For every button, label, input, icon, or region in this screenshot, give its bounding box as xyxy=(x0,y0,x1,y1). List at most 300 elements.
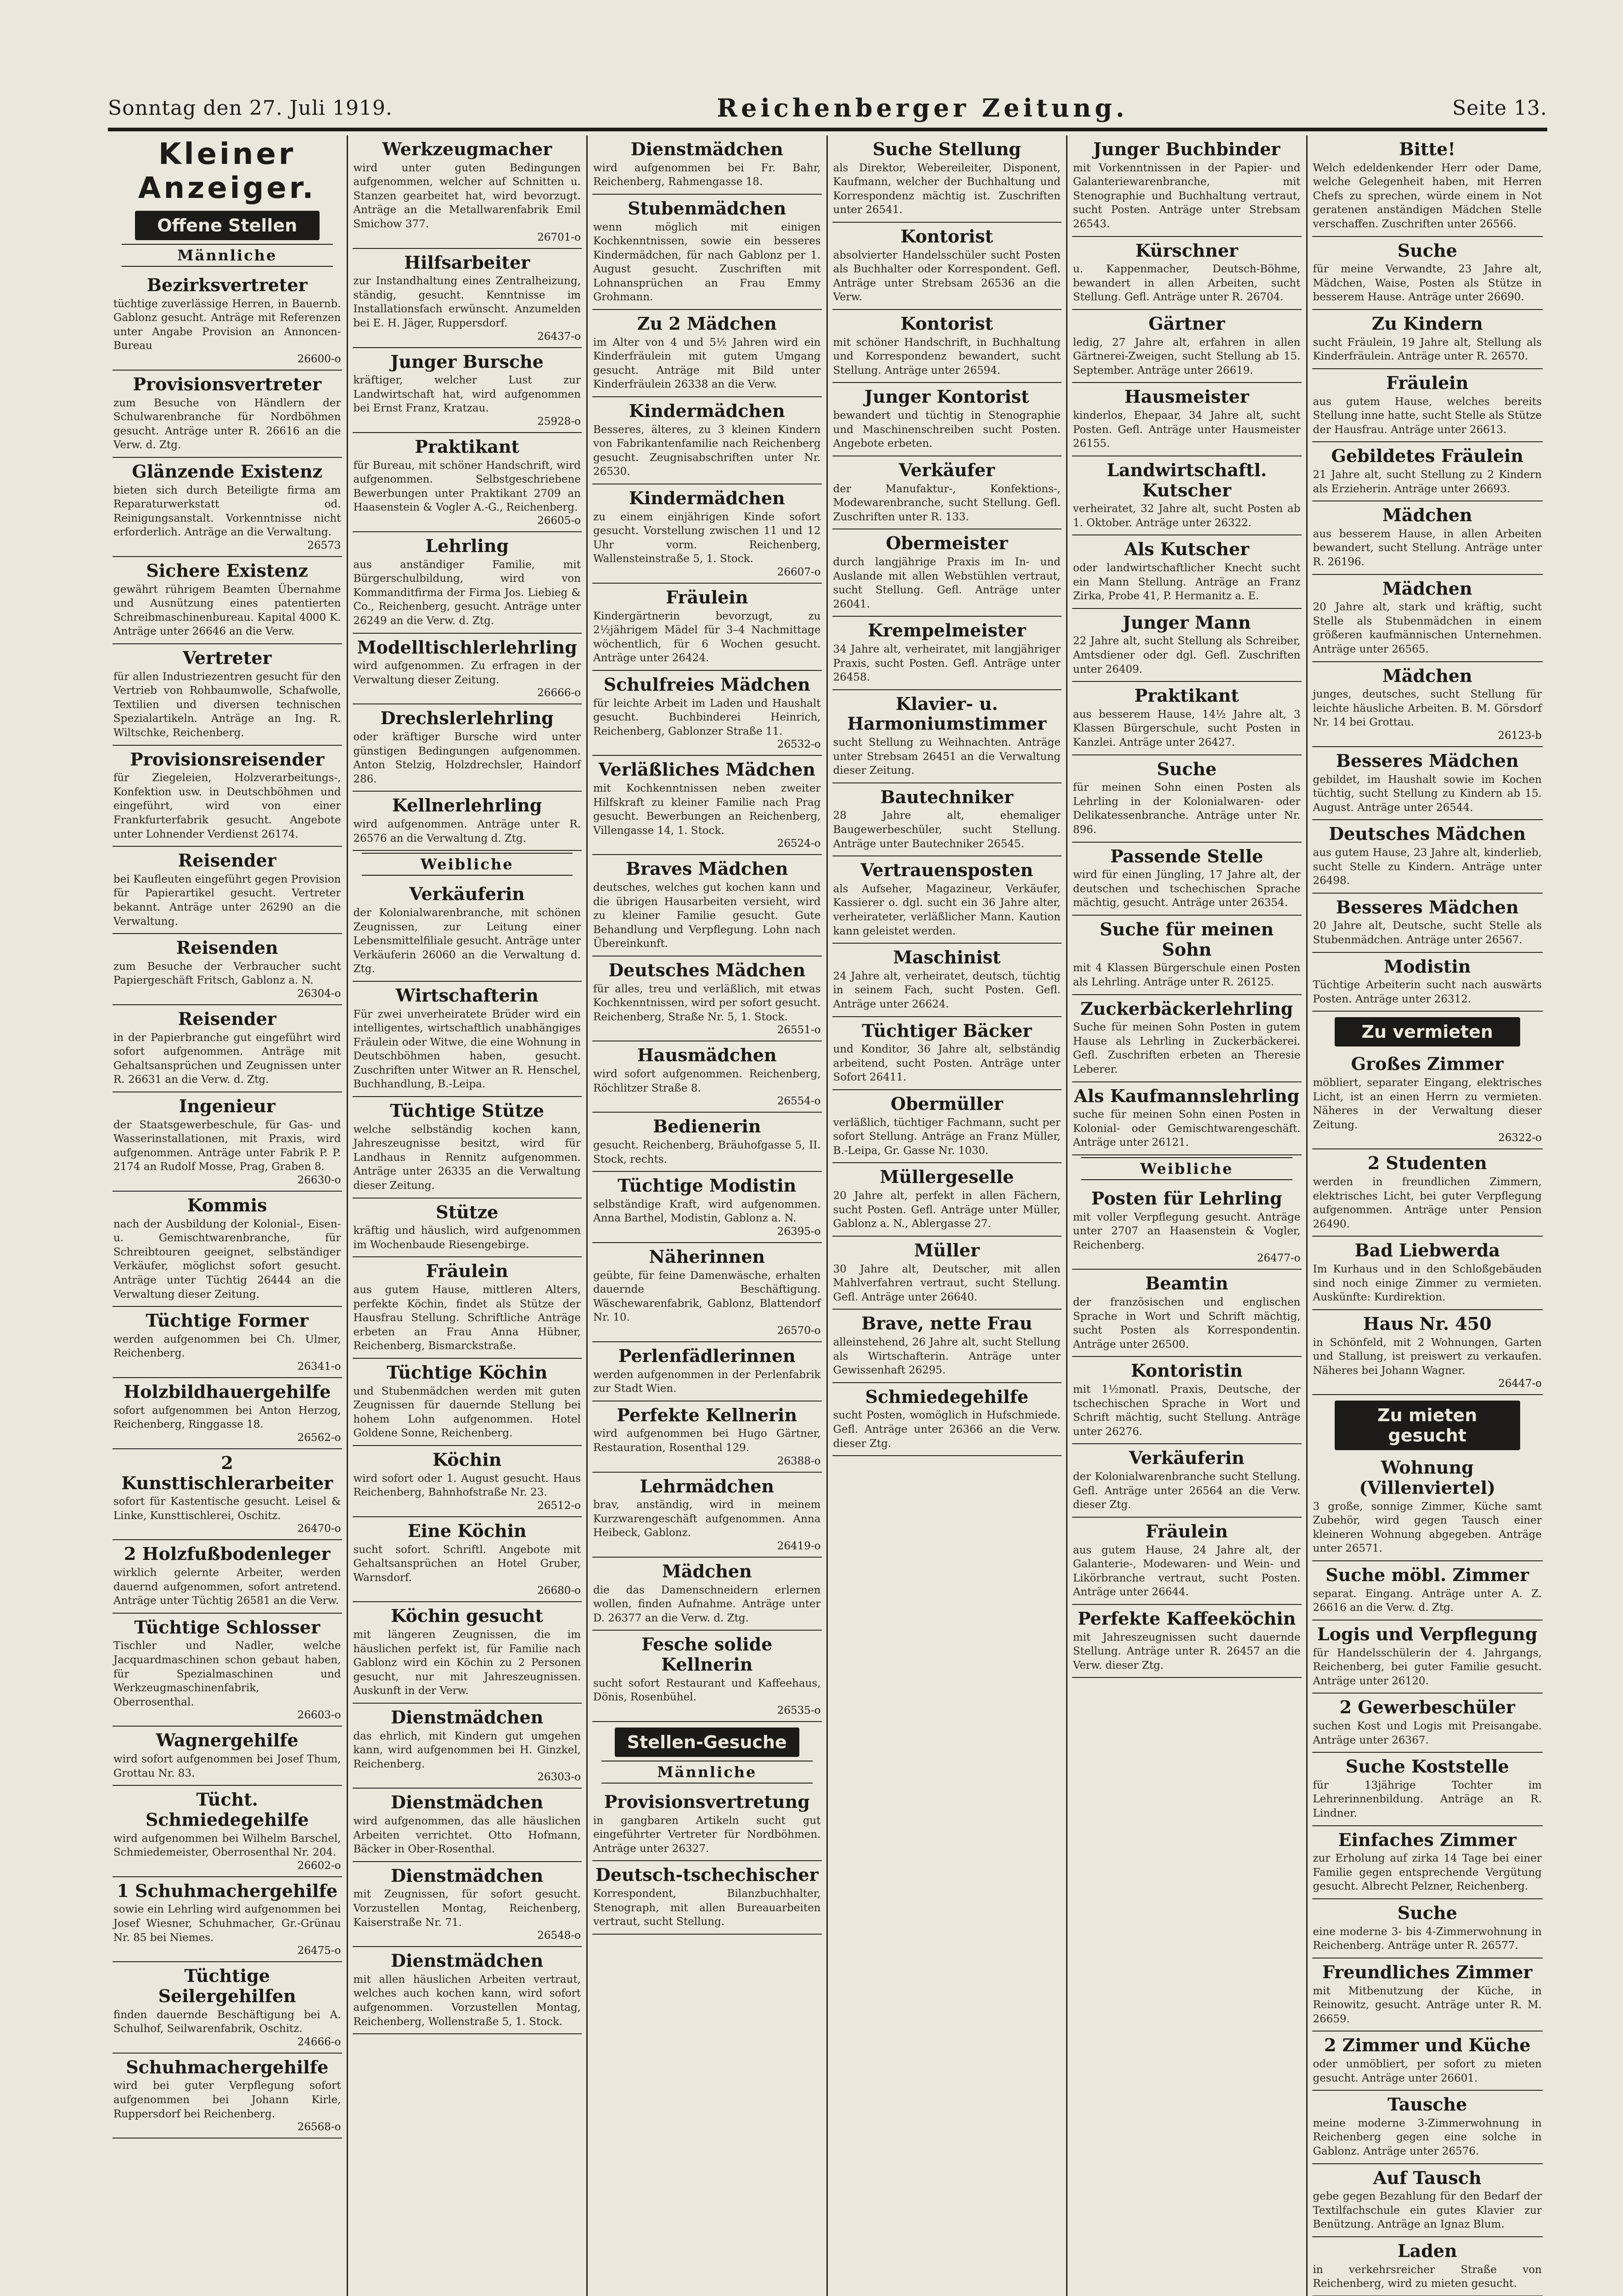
ad-body: mit schöner Handschrift, in Buchhaltung und Korrespondenz bewandert, sucht Stellung. Anträge unter 26594. xyxy=(833,336,1061,377)
ad-heading: Tüchtiger Bäcker xyxy=(862,1020,1032,1041)
classified-ad xyxy=(1312,369,1543,442)
ad-reference-code: 26630-o xyxy=(297,1174,341,1186)
ad-body: als Direktor, Webereileiter, Disponent, Kaufmann, welcher der Buchhaltung und Korrespondenz mächtig ist. Zuschriften unter 26541. xyxy=(833,162,1061,216)
ad-reference-code: 26437-o xyxy=(537,330,581,343)
classified-ad xyxy=(112,1378,342,1449)
classified-ad xyxy=(832,617,1062,690)
ad-body: sucht sofort. Schriftl. Angebote mit Gehaltsansprüchen an Hotel Gruber, Warnsdorf. xyxy=(353,1543,581,1584)
ad-body: im Alter von 4 und 5½ Jahren wird ein Kinderfräulein mit gutem Umgang gesucht. Anträge mit Bild unter Kinderfräulein 26338 an die Verw. xyxy=(593,336,821,391)
ad-heading: Provisionsvertreter xyxy=(133,374,321,394)
ad-body: gebe gegen Bezahlung für den Bedarf der Textilfachschule ein gutes Klavier zur Benützung. Anträge an Ignaz Blum. xyxy=(1313,2190,1542,2231)
ad-heading: Suche xyxy=(1397,240,1457,261)
classified-ad xyxy=(592,1788,822,1861)
ad-heading: Kellnerlehrling xyxy=(392,795,542,816)
ad-heading: Wohnung (Villenviertel) xyxy=(1359,1457,1496,1498)
ad-reference-code: 26532-o xyxy=(777,738,821,751)
ad-heading: Modistin xyxy=(1384,956,1471,977)
ad-body: mit Vorkenntnissen in der Papier- und Galanteriewarenbranche, mit Stenographie und Buchhaltung vertraut, sucht Posten. Anträge unter Strebsam 26543. xyxy=(1073,162,1301,230)
ad-body: finden dauernde Beschäftigung bei A. Schulhof, Seilwarenfabrik, Oschitz. xyxy=(113,2009,341,2035)
ad-body: verläßlich, tüchtiger Fachmann, sucht per sofort Stellung. Anträge an Franz Müller, B.-Leipa, Gr. Gasse Nr. 1030. xyxy=(833,1116,1061,1157)
ad-heading: Tüchtige Former xyxy=(146,1310,309,1331)
classified-ad xyxy=(353,433,582,532)
ad-heading: Verkäuferin xyxy=(409,884,525,905)
classified-ad xyxy=(592,310,822,397)
classified-ad xyxy=(1312,442,1543,501)
header-date: Sonntag den 27. Juli 1919. xyxy=(108,96,393,120)
ad-reference-code: 26603-o xyxy=(297,1709,341,1722)
ad-body: oder landwirtschaftlicher Knecht sucht ein Mann Stellung. Anträge an Franz Zirka, Probe 41, P. Hermanitz a. E. xyxy=(1073,562,1301,602)
ad-heading: Drechslerlehrling xyxy=(380,708,554,729)
ad-heading: Perfekte Kellnerin xyxy=(617,1404,797,1425)
classified-ad xyxy=(832,1383,1062,1456)
classified-ad xyxy=(832,1163,1062,1236)
ad-reference-code: 26304-o xyxy=(297,988,341,1000)
ad-body: Welch edeldenkender Herr oder Dame, welche Gelegenheit haben, mit Herren Chefs zu sprechen, würde einem in Not geratenen anständigen Mädchen Stelle verschaffen. Zuschriften unter 26566. xyxy=(1313,162,1542,230)
ad-heading: Zuckerbäckerlehrling xyxy=(1080,998,1293,1019)
ad-list xyxy=(1312,135,1543,1012)
ad-heading: Suche für meinen Sohn xyxy=(1100,919,1274,960)
classified-ad xyxy=(1312,953,1543,1012)
column-2 xyxy=(348,135,588,2296)
classified-ad xyxy=(592,855,822,957)
classified-ad xyxy=(1312,1826,1543,1899)
classified-ad xyxy=(112,1962,342,2054)
ad-heading: Sichere Existenz xyxy=(146,560,309,581)
ad-body: junges, deutsches, sucht Stellung für leichte häusliche Arbeiten. B. M. Görsdorf Nr. 14 bei Grottau. xyxy=(1313,688,1542,729)
ad-body: Korrespondent, Bilanzbuchhalter, Stenograph, mit allen Bureauarbeiten vertraut, sucht Stellung. xyxy=(593,1888,821,1928)
maennliche-label: Männliche xyxy=(601,1761,813,1784)
classified-ad xyxy=(112,934,342,1005)
classified-ad xyxy=(1072,1605,1302,1678)
ad-reference-code: 26388-o xyxy=(777,1455,821,1467)
ad-body: sucht Stellung zu Weihnachten. Anträge unter Strebsam 26451 an die Verwaltung dieser Zeitung. xyxy=(833,737,1061,777)
ad-list xyxy=(1312,1454,1543,2296)
ad-heading: Müllergeselle xyxy=(880,1166,1014,1187)
ad-body: oder kräftiger Bursche wird unter günstigen Bedingungen aufgenommen. Anton Stelzig, Holzdrechsler, Haindorf 286. xyxy=(353,731,581,785)
header-rule xyxy=(108,128,1547,131)
classified-ad xyxy=(353,1789,582,1862)
ad-reference-code: 25928-o xyxy=(537,416,581,428)
ad-reference-code: 26562-o xyxy=(297,1431,341,1444)
ad-heading: 2 Kunsttischlerarbeiter xyxy=(121,1452,333,1493)
ad-body: eine moderne 3- bis 4-Zimmerwohnung in Reichenberg. Anträge unter R. 26577. xyxy=(1313,1925,1542,1952)
ad-heading: Bezirksvertreter xyxy=(146,275,308,295)
ad-body: in Schönfeld, mit 2 Wohnungen, Garten und Stallung, ist preiswert zu verkaufen. Näheres bei Johann Wagner. xyxy=(1313,1336,1542,1377)
ad-heading: Hausmeister xyxy=(1124,386,1249,407)
classified-ad xyxy=(832,135,1062,223)
classified-ad xyxy=(112,746,342,847)
classified-ad xyxy=(1312,135,1543,237)
ad-heading: Mädchen xyxy=(1382,505,1472,526)
ad-heading: Praktikant xyxy=(415,436,520,457)
ad-body: Tüchtige Arbeiterin sucht nach auswärts Posten. Anträge unter 26312. xyxy=(1313,979,1542,1005)
ad-heading: Tüchtige Köchin xyxy=(387,1362,548,1383)
ad-heading: Bautechniker xyxy=(880,786,1013,807)
ad-list xyxy=(1312,1050,1543,1395)
maennliche-label: Männliche xyxy=(122,244,333,267)
ad-reference-code: 26607-o xyxy=(777,566,821,578)
ad-reference-code: 26447-o xyxy=(1498,1378,1542,1390)
ad-body: ledig, 27 Jahre alt, erfahren in allen Gärtnerei-Zweigen, sucht Stellung ab 15. September. Anträge unter 26619. xyxy=(1073,336,1301,377)
ad-reference-code: 26554-o xyxy=(777,1095,821,1108)
ad-heading: Lehrmädchen xyxy=(640,1475,774,1497)
ad-body: wird sofort oder 1. August gesucht. Haus Reichenberg, Bahnhofstraße Nr. 23. xyxy=(353,1472,581,1499)
classified-ad xyxy=(832,1310,1062,1383)
classified-ad xyxy=(112,1786,342,1877)
classified-ad xyxy=(1312,747,1543,820)
ad-heading: Zu Kindern xyxy=(1371,313,1483,334)
ad-body: Suche für meinen Sohn Posten in gutem Hause als Lehrling in Zuckerbäckerei. Gefl. Zuschriften erbeten an Theresie Leberer. xyxy=(1073,1021,1301,1076)
ad-heading: Vertreter xyxy=(182,647,272,668)
ad-heading: Junger Mann xyxy=(1123,612,1251,633)
ad-body: durch langjährige Praxis im In- und Auslande mit allen Webstühlen vertraut, sucht Stellung. Gefl. Anträge unter 26041. xyxy=(833,556,1061,610)
zu-vermieten-box: Zu vermieten xyxy=(1335,1017,1520,1047)
ad-body: als Aufseher, Magazineur, Verkäufer, Kassierer o. dgl. sucht ein 36 Jahre alter, verheirateter, verläßlicher Mann. Kaution kann geleistet werden. xyxy=(833,883,1061,937)
ad-body: sowie ein Lehrling wird aufgenommen bei Josef Wiesner, Schuhmacher, Gr.-Grünau Nr. 85 bei Niemes. xyxy=(113,1903,341,1944)
classified-ad xyxy=(592,1401,822,1473)
ad-body: 22 Jahre alt, sucht Stellung als Schreiber, Amtsdiener oder dgl. Gefl. Zuschriften unter 26409. xyxy=(1073,635,1301,675)
ad-body: deutsches, welches gut kochen kann und die übrigen Hausarbeiten versieht, wird zu kleiner Familie gesucht. Gute Behandlung und Verpflegung. Lohn nach Übereinkunft. xyxy=(593,882,821,950)
ad-heading: Reisender xyxy=(178,1008,276,1029)
ad-heading: Einfaches Zimmer xyxy=(1338,1829,1516,1850)
classified-ad xyxy=(1312,1694,1543,1753)
ad-reference-code: 26535-o xyxy=(777,1705,821,1717)
ad-body: wird unter guten Bedingungen aufgenommen, welcher auf Schnitten u. Stanzen gearbeitet hat, wird bevorzugt. Anträge an die Metallwarenfabrik Emil Smichow 377. xyxy=(353,162,581,230)
ad-heading: Kindermädchen xyxy=(629,400,785,421)
ad-reference-code: 26512-o xyxy=(537,1499,581,1512)
classified-ad xyxy=(353,532,582,634)
ad-body: aus gutem Hause, 24 Jahre alt, der Galanterie-, Modewaren- und Wein- und Likörbranche vertraut, sucht Posten. Anträge unter 26644. xyxy=(1073,1544,1301,1598)
ad-body: mit längeren Zeugnissen, die im häuslichen perfekt ist, für Familie nach Gablonz wird ein Köchin zu 2 Personen gesucht, nur mit Jahreszeugnissen. Auskunft in der Verw. xyxy=(353,1628,581,1697)
ad-reference-code: 26341-o xyxy=(297,1361,341,1373)
ad-body: 24 Jahre alt, verheiratet, deutsch, tüchtig in seinem Fach, sucht Posten. Gefl. Anträge unter 26624. xyxy=(833,970,1061,1011)
ad-heading: Schmiedegehilfe xyxy=(865,1386,1029,1407)
classified-ad xyxy=(1312,662,1543,747)
classified-ad xyxy=(1072,1518,1302,1605)
ad-body: 21 Jahre alt, sucht Stellung zu 2 Kindern als Erzieherin. Anträge unter 26693. xyxy=(1313,468,1542,495)
ad-heading: Mädchen xyxy=(1382,578,1472,599)
ad-body: für Handelsschülerin der 4. Jahrgangs, Reichenberg, bei guter Familie gesucht. Anträge unter 26120. xyxy=(1313,1647,1542,1687)
classified-ad xyxy=(832,1090,1062,1163)
zu-mieten-gesucht-box: Zu mieten gesucht xyxy=(1335,1401,1520,1450)
classified-ad xyxy=(1072,535,1302,608)
ad-body: in der Papierbranche gut eingeführt wird sofort aufgenommen. Anträge mit Gehaltsansprüchen und Zeugnissen unter R. 26631 an die Verw. d. Ztg. xyxy=(113,1031,341,1086)
classified-ad xyxy=(353,704,582,792)
ad-body: der Staatsgewerbeschule, für Gas- und Wasserinstallationen, mit Praxis, wird aufgenommen. Anträge unter Fabrik P. P. 2174 an Rudolf Mosse, Prag, Graben 8. xyxy=(113,1119,341,1173)
ad-body: separat. Eingang. Anträge unter A. Z. 26616 an die Verw. d. Ztg. xyxy=(1313,1587,1542,1614)
ad-body: bei Kaufleuten eingeführt gegen Provision für Papierartikel gesucht. Vertreter bekannt. Anträge unter 26290 an die Verwaltung. xyxy=(113,873,341,928)
ad-heading: Obermeister xyxy=(886,533,1008,554)
classified-ad xyxy=(112,1540,342,1613)
classified-ad xyxy=(832,944,1062,1017)
ad-body: möbliert, separater Eingang, elektrisches Licht, ist an einen Herrn zu vermieten. Näheres in der Verwaltung dieser Zeitung. xyxy=(1313,1077,1542,1131)
ad-body: bieten sich durch Beteiligte firma am Reparaturwerkstatt od. Reinigungsanstalt. Vorkenntnisse nicht erforderlich. Anträge an die Verwaltung. xyxy=(113,484,341,539)
classified-ad xyxy=(353,1947,582,2034)
ad-heading: Gärtner xyxy=(1148,313,1225,334)
ad-heading: Kürschner xyxy=(1135,240,1238,261)
ad-heading: Tücht. Schmiedegehilfe xyxy=(145,1789,309,1830)
ad-body: wenn möglich mit einigen Kochkenntnissen, sowie ein besseres Kindermädchen, für nach Gablonz per 1. August gesucht. Zuschriften mit Lohnansprüchen an Frau Emmy Grohmann. xyxy=(593,221,821,304)
classified-ad xyxy=(592,484,822,584)
ad-body: kräftig und häuslich, wird aufgenommen im Wochenbaude Riesengebirge. xyxy=(353,1225,581,1251)
ad-heading: Bedienerin xyxy=(653,1116,761,1137)
ad-heading: Reisender xyxy=(178,850,276,871)
ad-body: gebildet, im Haushalt sowie im Kochen tüchtig, sucht Stellung zu Kindern ab 15. August. Anträge unter 26544. xyxy=(1313,773,1542,814)
classified-ad xyxy=(1312,2237,1543,2296)
ad-reference-code: 26701-o xyxy=(537,231,581,243)
ad-heading: Hausmädchen xyxy=(637,1045,777,1066)
ad-body: für 13jährige Tochter im Lehrerinnenbildung. Anträge an R. Lindner. xyxy=(1313,1779,1542,1819)
ad-heading: 2 Holzfußbodenleger xyxy=(124,1543,331,1564)
ad-heading: Fräulein xyxy=(666,587,748,608)
ad-heading: Provisionsreisender xyxy=(130,748,325,770)
ad-heading: Großes Zimmer xyxy=(1351,1053,1504,1075)
ad-body: zur Instandhaltung eines Zentralheizung, ständig, gesucht. Kenntnisse im Installationsfach erwünscht. Anzumelden bei E. H. Jäger, Ruppersdorf. xyxy=(353,275,581,329)
classified-ad xyxy=(1312,1050,1543,1149)
classified-ad xyxy=(1312,2091,1543,2164)
ad-reference-code: 26680-o xyxy=(537,1585,581,1597)
weibliche-label: Weibliche xyxy=(1081,1157,1292,1180)
ad-body: Kindergärtnerin bevorzugt, zu 2½jährigem Mädel für 3–4 Nachmittage wöchentlich, für 6 Wochen gesucht. Anträge unter 26424. xyxy=(593,610,821,664)
ad-body: Tischler und Nadler, welche Jacquardmaschinen schon gebaut haben, für Spezialmaschinen und Werkzeugmaschinenfabrik, Oberrosenthal. xyxy=(113,1640,341,1708)
ad-heading: Kindermädchen xyxy=(629,488,785,508)
classified-ad xyxy=(832,1017,1062,1090)
classified-ad xyxy=(592,135,822,195)
ad-heading: Brave, nette Frau xyxy=(861,1313,1033,1334)
classified-ad xyxy=(1072,916,1302,995)
classified-ad xyxy=(1072,383,1302,456)
ad-list xyxy=(592,1788,822,1935)
ad-heading: Suche Stellung xyxy=(872,139,1021,159)
offene-stellen-box: Offene Stellen xyxy=(135,211,320,240)
ad-heading: Wagnergehilfe xyxy=(156,1730,298,1751)
classified-ad xyxy=(1072,1185,1302,1270)
classified-ad xyxy=(1072,310,1302,383)
ad-body: tüchtige zuverlässige Herren, in Bauernb. Gablonz gesucht. Anträge mit Referenzen unter Angabe Provision an Annoncen-Bureau xyxy=(113,298,341,352)
ad-heading: Kontorist xyxy=(900,226,993,247)
classified-ad xyxy=(832,310,1062,383)
header-paper-title: Reichenberger Zeitung. xyxy=(717,93,1128,123)
ad-heading: Vertrauensposten xyxy=(860,860,1033,881)
ad-body: gewährt rührigem Beamten Übernahme und Ausnützung eines patentierten Schreibmaschinenbureau. Kapital 4000 K. Anträge unter 26646 an die Verw. xyxy=(113,583,341,638)
ad-reference-code: 26600-o xyxy=(297,353,341,365)
classified-ad xyxy=(592,1342,822,1401)
classified-ad xyxy=(1072,1270,1302,1357)
ad-heading: Mädchen xyxy=(1382,665,1472,686)
ad-heading: Suche möbl. Zimmer xyxy=(1325,1564,1529,1586)
ad-heading: Bad Liebwerda xyxy=(1354,1240,1500,1261)
classified-ad xyxy=(592,1631,822,1722)
ad-list xyxy=(1072,135,1302,1155)
ad-heading: Freundliches Zimmer xyxy=(1322,1961,1533,1982)
column-1 xyxy=(108,135,348,2296)
classified-ad xyxy=(353,1517,582,1602)
ad-heading: Besseres Mädchen xyxy=(1336,896,1519,917)
classified-ad xyxy=(592,584,822,671)
ad-reference-code: 26419-o xyxy=(777,1540,821,1553)
classified-ad xyxy=(1312,237,1543,310)
classified-ad xyxy=(353,348,582,433)
stellen-gesuche-box: Stellen-Gesuche xyxy=(615,1728,799,1757)
ad-body: oder unmöbliert, per sofort zu mieten gesucht. Anträge unter 26601. xyxy=(1313,2058,1542,2084)
ad-heading: Mädchen xyxy=(662,1561,752,1582)
classified-ad xyxy=(592,1473,822,1558)
classified-ad xyxy=(1312,1454,1543,1561)
ad-body: werden aufgenommen bei Ch. Ulmer, Reichenberg. xyxy=(113,1333,341,1360)
classified-ad xyxy=(592,1861,822,1934)
ad-columns xyxy=(108,135,1547,2290)
ad-reference-code: 24666-o xyxy=(297,2036,341,2048)
ad-heading: Praktikant xyxy=(1134,685,1239,706)
ad-body: in gangbaren Artikeln sucht gut eingeführter Vertreter für Nordböhmen. Anträge unter 26327. xyxy=(593,1814,821,1855)
classified-ad xyxy=(112,1307,342,1378)
ad-reference-code: 26605-o xyxy=(537,515,581,527)
classified-ad xyxy=(832,690,1062,783)
classified-ad xyxy=(112,1092,342,1192)
classified-ad xyxy=(1072,609,1302,682)
ad-reference-code: 26573 xyxy=(307,540,341,551)
ad-body: für alles, treu und verläßlich, mit etwas Kochkenntnissen, wird per sofort gesucht. Reichenberg, Straße Nr. 5, 1. Stock. xyxy=(593,983,821,1023)
ad-reference-code: 26303-o xyxy=(537,1771,581,1784)
ad-body: bewandert und tüchtig in Stenographie und Maschinenschreiben sucht Posten. Angebote erbeten. xyxy=(833,410,1061,450)
classified-ad xyxy=(112,271,342,371)
ad-reference-code: 26477-o xyxy=(1257,1252,1301,1265)
ad-body: aus gutem Hause, mittleren Alters, perfekte Köchin, findet als Stütze der Hausfrau Stellung. Schriftliche Anträge erbeten an Frau Anna Hübner, Reichenberg, Bismarckstraße. xyxy=(353,1284,581,1352)
ad-heading: Ingenieur xyxy=(179,1096,275,1116)
classified-ad xyxy=(592,671,822,756)
ad-body: geübte, für feine Damenwäsche, erhalten dauernde Beschäftigung. Wäschewarenfabrik, Gablonz, Blattendorf Nr. 10. xyxy=(593,1269,821,1324)
ad-heading: Braves Mädchen xyxy=(626,858,788,879)
classified-ad xyxy=(592,195,822,310)
ad-body: absolvierter Handelsschüler sucht Posten als Buchhalter oder Korrespondent. Gefl. Anträge unter Strebsam 26536 an die Verw. xyxy=(833,249,1061,304)
ad-body: sofort aufgenommen bei Anton Herzog, Reichenberg, Ringgasse 18. xyxy=(113,1404,341,1431)
classified-ad xyxy=(1072,1357,1302,1444)
ad-heading: Posten für Lehrling xyxy=(1091,1188,1282,1209)
ad-reference-code: 26551-o xyxy=(777,1024,821,1036)
ad-list xyxy=(353,135,582,851)
ad-heading: Klavier- u. Harmoniumstimmer xyxy=(847,693,1047,734)
ad-body: der Kolonialwarenbranche, mit schönen Zeugnissen, zur Leitung einer Lebensmittelfiliale gesucht. Anträge unter Verkäuferin 26060 an die Verwaltung d. Ztg. xyxy=(353,906,581,975)
ad-body: wird aufgenommen bei Hugo Gärtner, Restauration, Rosenthal 129. xyxy=(593,1428,821,1454)
ad-body: 34 Jahre alt, verheiratet, mit langjähriger Praxis, sucht Posten. Gefl. Anträge unter 26458. xyxy=(833,643,1061,684)
ad-list xyxy=(112,271,342,2138)
ad-body: zum Besuche von Händlern der Schulwarenbranche für Nordböhmen gesucht. Anträge unter R. 26616 an die Verw. d. Ztg. xyxy=(113,397,341,451)
ad-heading: Laden xyxy=(1397,2240,1457,2261)
classified-ad xyxy=(832,529,1062,617)
classified-ad xyxy=(353,1602,582,1704)
ad-heading: 2 Studenten xyxy=(1367,1153,1487,1174)
ad-heading: Wirtschafterin xyxy=(395,985,539,1006)
ad-heading: Köchin gesucht xyxy=(391,1605,544,1626)
ad-heading: Als Kutscher xyxy=(1124,539,1249,560)
ad-body: wird sofort aufgenommen. Reichenberg, Röchlitzer Straße 8. xyxy=(593,1068,821,1094)
classified-ad xyxy=(1312,575,1543,662)
classified-ad xyxy=(112,371,342,458)
classified-ad xyxy=(1072,682,1302,755)
ad-body: 30 Jahre alt, Deutscher, mit allen Mahlverfahren vertraut, sucht Stellung. Gefl. Anträge unter 26640. xyxy=(833,1263,1061,1303)
ad-body: wird aufgenommen bei Fr. Bahr, Reichenberg, Rahmengasse 18. xyxy=(593,162,821,188)
ad-heading: Fräulein xyxy=(1146,1520,1228,1542)
ad-heading: Schuhmachergehilfe xyxy=(126,2056,329,2077)
classified-ad xyxy=(1312,2032,1543,2091)
ad-heading: Auf Tausch xyxy=(1373,2167,1482,2188)
classified-ad xyxy=(1312,2164,1543,2237)
ad-body: verheiratet, 32 Jahre alt, sucht Posten ab 1. Oktober. Anträge unter 26322. xyxy=(1073,503,1301,529)
ad-heading: Haus Nr. 450 xyxy=(1363,1313,1492,1334)
ad-body: und Stubenmädchen werden mit guten Zeugnissen für dauernde Stellung bei hohem Lohn aufgenommen. Hotel Goldene Sonne, Reichenberg. xyxy=(353,1385,581,1440)
ad-heading: Verkäufer xyxy=(899,459,995,480)
ad-reference-code: 26470-o xyxy=(297,1523,341,1535)
ad-heading: Tausche xyxy=(1387,2094,1467,2115)
classified-ad xyxy=(353,1446,582,1517)
ad-body: wirklich gelernte Arbeiter, werden dauernd aufgenommen, sofort antretend. Anträge unter Tüchtig 26581 an die Verw. xyxy=(113,1567,341,1607)
weibliche-label: Weibliche xyxy=(362,853,573,876)
ad-heading: Obermüller xyxy=(890,1093,1003,1114)
ad-heading: Kommis xyxy=(187,1195,267,1216)
ad-body: für meine Verwandte, 23 Jahre alt, Mädchen, Waise, Posten als Stütze in besserem Hause. Anträge unter 26690. xyxy=(1313,263,1542,304)
classified-ad xyxy=(832,456,1062,529)
classified-ad xyxy=(1072,1082,1302,1155)
ad-body: welche selbständig kochen kann, Jahreszeugnisse besitzt, wird für Landhaus in Rennitz aufgenommen. Anträge unter 26335 an die Verwaltung dieser Zeitung. xyxy=(353,1123,581,1192)
ad-heading: Tüchtige Modistin xyxy=(618,1175,797,1196)
classified-ad xyxy=(832,1237,1062,1310)
ad-body: 28 Jahre alt, ehemaliger Baugewerbeschüler, sucht Stellung. Anträge unter Bautechniker 26545. xyxy=(833,810,1061,850)
ad-body: wird sofort aufgenommen bei Josef Thum, Grottau Nr. 83. xyxy=(113,1753,341,1779)
classified-ad xyxy=(1312,1149,1543,1237)
ad-body: aus anständiger Familie, mit Bürgerschulbildung, wird von Kommanditfirma der Firma Jos. Liebieg & Co., Reichenberg, gesucht. Anträge unter 26249 an die Verw. d. Ztg. xyxy=(353,558,581,627)
classified-ad xyxy=(112,2054,342,2138)
classified-ad xyxy=(353,1862,582,1947)
ad-heading: Tüchtige Seilergehilfen xyxy=(158,1965,296,2006)
classified-ad xyxy=(1072,755,1302,843)
ad-heading: 1 Schuhmachergehilfe xyxy=(117,1880,338,1901)
ad-body: für Ziegeleien, Holzverarbeitungs-, Konfektion usw. in Deutschböhmen und eingeführt, wird von einer Frankfurterfabrik gesucht. Angebote unter Lohnender Verdienst 26174. xyxy=(113,772,341,840)
ad-reference-code: 26322-o xyxy=(1498,1132,1542,1144)
ad-heading: Bitte! xyxy=(1399,139,1456,159)
ad-body: das ehrlich, mit Kindern gut umgehen kann, wird aufgenommen bei H. Ginzkel, Reichenberg. xyxy=(353,1730,581,1770)
ad-body: der Manufaktur-, Konfektions-, Modewarenbranche, sucht Stellung. Gefl. Zuschriften unter R. 133. xyxy=(833,483,1061,523)
classified-ad xyxy=(592,1172,822,1243)
ad-heading: Gebildetes Fräulein xyxy=(1331,445,1523,467)
ad-body: mit Zeugnissen, für sofort gesucht. Vorzustellen Montag, Reichenberg, Kaiserstraße Nr. 71. xyxy=(353,1888,581,1929)
classified-ad xyxy=(353,1704,582,1789)
ad-body: zur Erholung auf zirka 14 Tage bei einer Familie gegen entsprechende Vergütung gesucht. Albrecht Pelzner, Reichenberg. xyxy=(1313,1852,1542,1893)
classified-ad xyxy=(112,1614,342,1727)
ad-body: gesucht. Reichenberg, Bräuhofgasse 5, II. Stock, rechts. xyxy=(593,1139,821,1165)
ad-body: sucht Fräulein, 19 Jahre alt, Stellung als Kinderfräulein. Anträge unter R. 26570. xyxy=(1313,336,1542,363)
ad-heading: Modelltischlerlehrling xyxy=(357,636,577,658)
classified-ad xyxy=(112,1727,342,1786)
ad-body: der französischen und englischen Sprache in Wort und Schrift mächtig, sucht Posten als Korrespondentin. Anträge unter 26500. xyxy=(1073,1296,1301,1351)
ad-body: selbständige Kraft, wird aufgenommen. Anna Barthel, Modistin, Gablonz a. N. xyxy=(593,1198,821,1225)
ad-heading: Reisenden xyxy=(176,937,278,958)
classified-ad xyxy=(112,557,342,644)
ad-list xyxy=(1072,1185,1302,1678)
ad-heading: Stütze xyxy=(436,1201,499,1222)
ad-heading: Holzbildhauergehilfe xyxy=(124,1381,331,1402)
classified-ad xyxy=(1312,310,1543,369)
ad-body: nach der Ausbildung der Kolonial-, Eisen- u. Gemischtwarenbranche, für Schreibtouren geeignet, selbständiger Verkäufer, möglichst sofort gesucht. Anträge unter Tüchtig 26444 an die Verwaltung dieser Zeitung. xyxy=(113,1218,341,1300)
ad-body: aus gutem Hause, 23 Jahre alt, kinderlieb, sucht Stelle zu Kindern. Anträge unter 26498. xyxy=(1313,847,1542,887)
classified-ad xyxy=(1072,995,1302,1082)
classified-ad xyxy=(592,957,822,1041)
classified-ad xyxy=(353,135,582,249)
ad-heading: Als Kaufmannslehrling xyxy=(1074,1085,1300,1106)
ad-heading: Provisionsvertretung xyxy=(604,1791,810,1812)
classified-ad xyxy=(353,792,582,851)
ad-heading: Krempelmeister xyxy=(867,620,1026,641)
classified-ad xyxy=(832,223,1062,310)
